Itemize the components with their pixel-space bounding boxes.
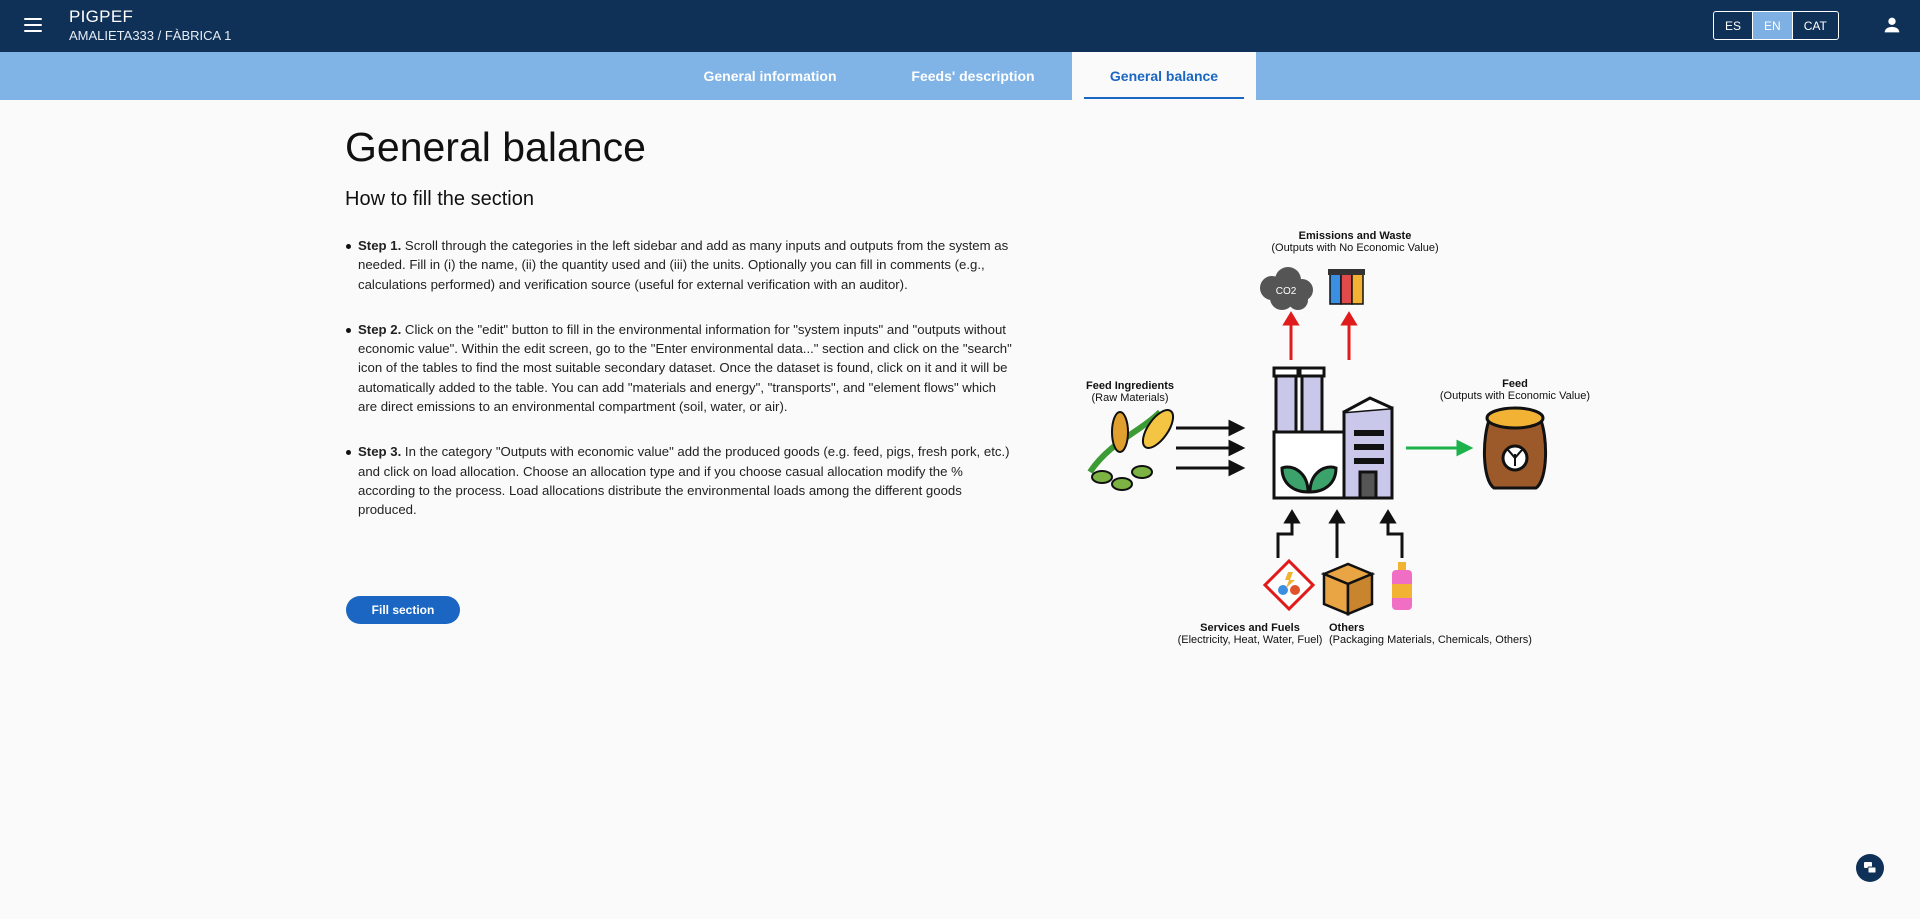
chat-icon: [1862, 860, 1878, 876]
emissions-subtitle: (Outputs with No Economic Value): [1271, 242, 1439, 254]
step-text: Scroll through the categories in the left sidebar and add as many inputs and outputs from the system as needed. Fill in (i) the name, (ii) the quantity used and (iii) the units. Optionally you can fill in comments (e.g., calculations performed) and verification source (useful for external verification with an auditor).: [358, 238, 1009, 292]
lang-es-button[interactable]: ES: [1714, 12, 1753, 39]
step-text: In the category "Outputs with economic value" add the produced goods (e.g. feed, pigs, fresh pork, etc.) and click on load allocation. Choose an allocation type and if you choose casual allocation modify the % according to the process. Load allocations distribute the environmental loads among the different goods produced.: [358, 444, 1010, 518]
co2-label: CO2: [1275, 286, 1297, 297]
step-label: Step 1.: [358, 238, 402, 253]
fill-section-button[interactable]: Fill section: [346, 596, 460, 624]
section-title: How to fill the section: [345, 188, 534, 210]
waste-bins-icon: [1328, 269, 1365, 304]
feed-ingredients-icon: [1090, 405, 1179, 490]
process-diagram: [1050, 222, 1610, 682]
top-app-bar: [0, 0, 1920, 52]
input-arrows-icon: [1176, 422, 1242, 474]
step-item: [345, 442, 1015, 519]
others-subtitle: (Packaging Materials, Chemicals, Others): [1329, 634, 1532, 646]
feed-title: Feed: [1502, 378, 1528, 390]
service-arrows-icon: [1278, 512, 1402, 558]
language-selector: [1713, 11, 1839, 40]
feed-subtitle: (Outputs with Economic Value): [1439, 390, 1591, 402]
step-item: [345, 320, 1015, 416]
user-account-icon[interactable]: [1881, 14, 1903, 36]
services-title: Services and Fuels: [1200, 622, 1300, 634]
others-label: [1329, 622, 1532, 646]
tab-general-balance[interactable]: General balance: [1072, 52, 1256, 100]
help-widget-button[interactable]: [1856, 854, 1884, 882]
steps-list: [345, 236, 1015, 546]
feed-label: [1430, 378, 1600, 402]
emissions-title: Emissions and Waste: [1298, 230, 1412, 242]
tab-bar: [0, 52, 1920, 100]
feed-ingredients-label: [1070, 380, 1190, 404]
feed-ingredients-subtitle: (Raw Materials): [1091, 392, 1169, 404]
services-label: [1155, 622, 1345, 646]
tab-general-information[interactable]: General information: [703, 68, 837, 84]
services-subtitle: (Electricity, Heat, Water, Fuel): [1177, 634, 1323, 646]
chemicals-bottle-icon: [1392, 562, 1412, 610]
menu-icon[interactable]: [22, 14, 44, 36]
others-title: Others: [1329, 622, 1365, 634]
feed-sack-icon: [1484, 408, 1545, 488]
step-label: Step 2.: [358, 321, 402, 337]
emissions-label: [1225, 230, 1485, 254]
tab-feeds-description[interactable]: Feeds' description: [911, 68, 1035, 84]
app-subtitle: AMALIETA333 / FÀBRICA 1: [69, 28, 232, 43]
step-item: [345, 236, 1015, 294]
step-text: Click on the "edit" button to fill in the environmental information for "system inputs" and "outputs without economic value". Within the edit screen, go to the "Enter environmental data..." section and click on the "search" icon of the tables to find the most suitable secondary dataset. Once the dataset is found, click on it and it will be automatically added to the table. You can add "materials and energy", "transports", and "element flows" which are direct emissions to an environmental compartment (soil, water, or air).: [358, 321, 1012, 415]
user-icon: [1881, 14, 1903, 36]
lang-cat-button[interactable]: CAT: [1803, 18, 1827, 33]
step-label: Step 3.: [358, 444, 402, 460]
lang-en-button[interactable]: EN: [1753, 12, 1793, 39]
diagram-graphics: [1050, 222, 1610, 682]
packaging-box-icon: [1324, 564, 1372, 614]
services-fuels-icon: [1265, 561, 1313, 609]
page-title: General balance: [345, 124, 646, 170]
output-arrow-icon: [1406, 442, 1470, 454]
feed-ingredients-title: Feed Ingredients: [1085, 380, 1175, 392]
app-title: PIGPEF: [69, 7, 134, 26]
emission-arrows-icon: [1285, 314, 1355, 360]
factory-icon: [1274, 368, 1392, 498]
